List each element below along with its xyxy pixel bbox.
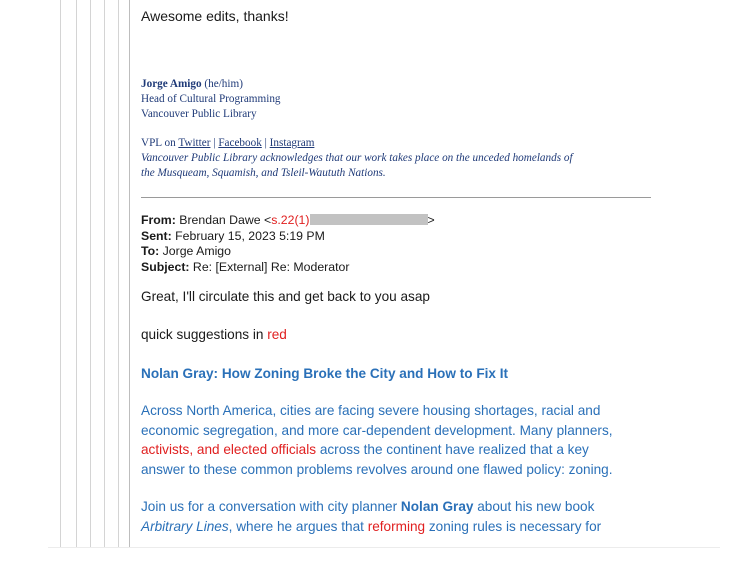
land-acknowledgement-2: the Musqueam, Squamish, and Tsleil-Waututh Nations. bbox=[141, 167, 386, 179]
para2-line1 bbox=[141, 497, 661, 517]
signature-org: Vancouver Public Library bbox=[141, 108, 257, 120]
para2-book-title: Arbitrary Lines bbox=[141, 518, 229, 534]
from-close: > bbox=[427, 213, 435, 227]
from-name: Brendan Dawe < bbox=[175, 213, 272, 227]
margin-line-4 bbox=[104, 0, 105, 548]
para1-red-text: activists, and elected officials bbox=[141, 442, 317, 458]
para2-red-word: reforming bbox=[367, 518, 426, 534]
margin-line-2 bbox=[76, 0, 77, 548]
para2-line2 bbox=[141, 517, 661, 537]
signature-name-line bbox=[141, 77, 661, 92]
sent-value: February 15, 2023 5:19 PM bbox=[171, 228, 325, 243]
para1-line3-rest: across the continent have realized that a key bbox=[316, 442, 589, 458]
para2-author: Nolan Gray bbox=[400, 499, 474, 514]
social-sep-2: | bbox=[261, 137, 270, 149]
social-prefix: VPL on bbox=[141, 137, 179, 149]
redaction-code: s.22(1) bbox=[271, 213, 310, 227]
sent-line bbox=[141, 229, 661, 245]
subject-line bbox=[141, 260, 661, 276]
para1-line1: Across North America, cities are facing severe housing shortages, racial and bbox=[141, 403, 601, 418]
instagram-link[interactable]: Instagram bbox=[269, 137, 315, 149]
to-label: To: bbox=[141, 244, 160, 259]
facebook-link[interactable]: Facebook bbox=[218, 137, 262, 149]
signature-pronouns: (he/him) bbox=[201, 78, 243, 90]
event-paragraph-2 bbox=[141, 497, 661, 536]
suggestion-line bbox=[141, 327, 287, 342]
reply-text: Great, I'll circulate this and get back to you asap bbox=[141, 289, 430, 304]
social-sep-1: | bbox=[210, 137, 219, 149]
event-paragraph-1 bbox=[141, 401, 661, 479]
margin-line-6 bbox=[129, 0, 130, 548]
subject-label: Subject: bbox=[141, 259, 190, 274]
sent-label: Sent: bbox=[141, 228, 172, 243]
suggestion-red-word: red bbox=[267, 327, 287, 342]
event-title: Nolan Gray: How Zoning Broke the City and How to Fix It bbox=[141, 366, 509, 381]
subject-value: Re: [External] Re: Moderator bbox=[189, 259, 350, 274]
para2-l1-a: Join us for a conversation with city planner bbox=[141, 499, 401, 514]
from-label: From: bbox=[141, 213, 176, 227]
para2-l2-a: , where he argues that bbox=[228, 518, 368, 534]
redacted-email bbox=[310, 214, 428, 225]
to-value: Jorge Amigo bbox=[159, 244, 231, 259]
signature-social bbox=[141, 136, 661, 151]
margin-line-5 bbox=[118, 0, 119, 548]
to-line bbox=[141, 244, 661, 260]
margin-line-1 bbox=[60, 0, 61, 548]
bottom-rule bbox=[48, 547, 720, 548]
para2-l2-b: zoning rules is necessary for bbox=[425, 518, 602, 534]
para1-line4: answer to these common problems revolves around one flawed policy: zoning. bbox=[141, 461, 613, 477]
from-line bbox=[141, 213, 661, 229]
suggestion-prefix: quick suggestions in bbox=[141, 327, 268, 342]
signature-title: Head of Cultural Programming bbox=[141, 93, 281, 105]
header-separator bbox=[141, 197, 651, 198]
twitter-link[interactable]: Twitter bbox=[178, 137, 211, 149]
margin-line-3 bbox=[90, 0, 91, 548]
forwarded-header bbox=[141, 213, 661, 275]
para1-line3 bbox=[141, 440, 661, 460]
para2-l1-b: about his new book bbox=[473, 499, 595, 514]
intro-message: Awesome edits, thanks! bbox=[141, 8, 289, 24]
signature bbox=[141, 77, 661, 181]
land-acknowledgement-1: Vancouver Public Library acknowledges that our work takes place on the unceded homelands of bbox=[141, 152, 573, 164]
para1-line2: economic segregation, and more car-dependent development. Many planners, bbox=[141, 422, 613, 438]
signature-name: Jorge Amigo bbox=[141, 78, 202, 90]
